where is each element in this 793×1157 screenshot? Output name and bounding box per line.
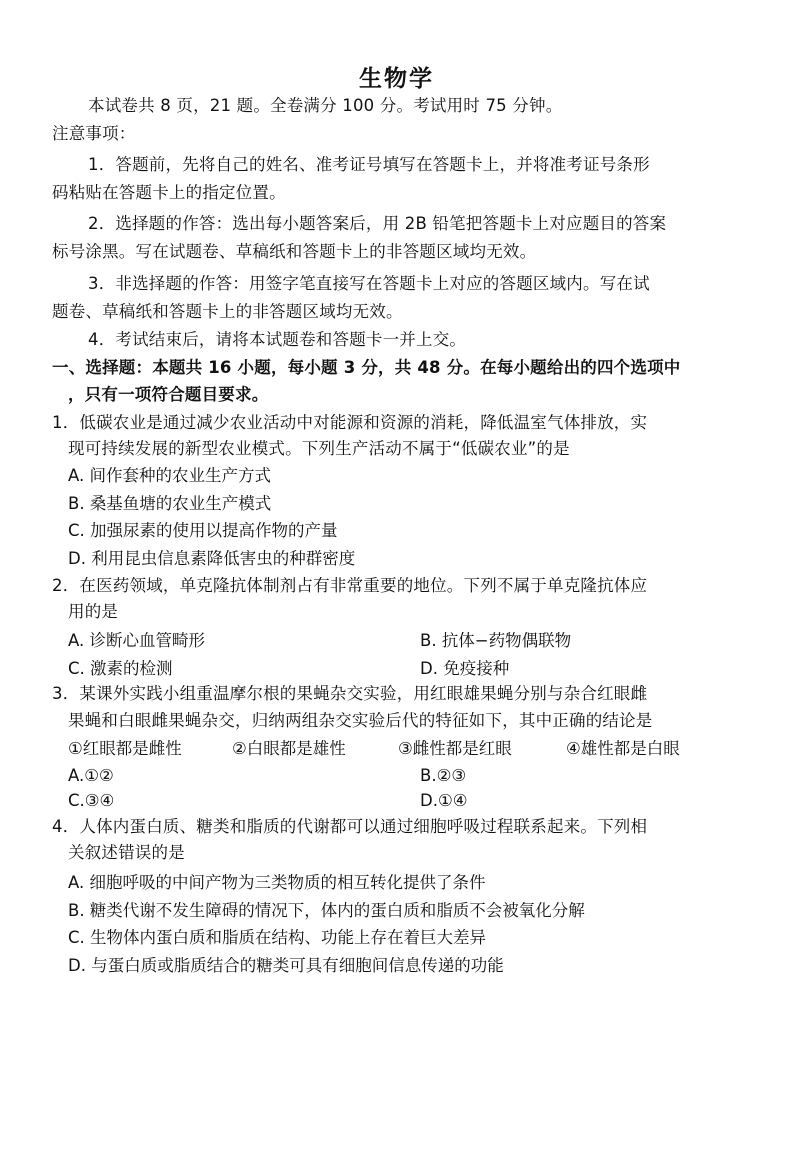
- q4-option-b: B. 糖类代谢不发生障碍的情况下，体内的蛋白质和脂质不会被氧化分解: [68, 901, 585, 920]
- q3-stem-line-1: 3．某课外实践小组重温摩尔根的果蝇杂交实验，用红眼雄果蝇分别与杂合红眼雌: [52, 684, 648, 703]
- q2-option-c: C. 激素的检测: [68, 659, 173, 678]
- note-1-line-2: 码粘贴在答题卡上的指定位置。: [52, 183, 286, 202]
- note-2-line-1: 2．选择题的作答：选出每小题答案后，用 2B 铅笔把答题卡上对应题目的答案: [88, 214, 667, 233]
- q3-option-b: B.②③: [420, 766, 467, 785]
- note-4: 4．考试结束后，请将本试题卷和答题卡一并上交。: [88, 330, 467, 349]
- note-3-line-1: 3．非选择题的作答：用签字笔直接写在答题卡上对应的答题区域内。写在试: [88, 274, 650, 293]
- q1-option-d: D. 利用昆虫信息素降低害虫的种群密度: [68, 549, 356, 568]
- section-heading-line-1: 一、选择题：本题共 16 小题，每小题 3 分，共 48 分。在每小题给出的四个选项中: [52, 358, 681, 377]
- q3-option-a: A.①②: [68, 766, 114, 785]
- note-1-line-1: 1．答题前，先将自己的姓名、准考证号填写在答题卡上，并将准考证号条形: [88, 155, 650, 174]
- q3-statement-3: ③雌性都是红眼: [398, 739, 512, 758]
- note-2-line-2: 标号涂黑。写在试题卷、草稿纸和答题卡上的非答题区域均无效。: [52, 242, 537, 261]
- q1-stem-line-2: 现可持续发展的新型农业模式。下列生产活动不属于“低碳农业”的是: [68, 439, 570, 458]
- q4-stem-line-1: 4．人体内蛋白质、糖类和脂质的代谢都可以通过细胞呼吸过程联系起来。下列相: [52, 817, 648, 836]
- intro-text: 本试卷共 8 页，21 题。全卷满分 100 分。考试用时 75 分钟。: [88, 96, 563, 115]
- q2-stem-line-2: 用的是: [68, 602, 119, 621]
- q2-option-b: B. 抗体−药物偶联物: [420, 631, 572, 650]
- q4-option-a: A. 细胞呼吸的中间产物为三类物质的相互转化提供了条件: [68, 873, 486, 892]
- q3-stem-line-2: 果蝇和白眼雌果蝇杂交，归纳两组杂交实验后代的特征如下，其中正确的结论是: [68, 711, 653, 730]
- q3-statement-1: ①红眼都是雌性: [68, 739, 182, 758]
- section-heading-line-2: ，只有一项符合题目要求。: [68, 385, 269, 404]
- notes-heading: 注意事项：: [52, 124, 136, 143]
- q1-option-a: A. 间作套种的农业生产方式: [68, 466, 271, 485]
- page-title: 生物学: [359, 66, 434, 92]
- q2-option-d: D. 免疫接种: [420, 659, 510, 678]
- q3-statement-2: ②白眼都是雄性: [232, 739, 346, 758]
- q4-option-d: D. 与蛋白质或脂质结合的糖类可具有细胞间信息传递的功能: [68, 956, 504, 975]
- q4-option-c: C. 生物体内蛋白质和脂质在结构、功能上存在着巨大差异: [68, 928, 487, 947]
- q4-stem-line-2: 关叙述错误的是: [68, 843, 185, 862]
- q1-option-b: B. 桑基鱼塘的农业生产模式: [68, 494, 272, 513]
- q1-option-c: C. 加强尿素的使用以提高作物的产量: [68, 521, 338, 540]
- q2-stem-line-1: 2．在医药领域，单克隆抗体制剂占有非常重要的地位。下列不属于单克隆抗体应: [52, 576, 648, 595]
- q3-option-c: C.③④: [68, 791, 115, 810]
- q3-option-d: D.①④: [420, 791, 468, 810]
- note-3-line-2: 题卷、草稿纸和答题卡上的非答题区域均无效。: [52, 302, 403, 321]
- q1-stem-line-1: 1．低碳农业是通过减少农业活动中对能源和资源的消耗，降低温室气体排放，实: [52, 413, 648, 432]
- q3-statement-4: ④雄性都是白眼: [566, 739, 680, 758]
- q2-option-a: A. 诊断心血管畸形: [68, 631, 205, 650]
